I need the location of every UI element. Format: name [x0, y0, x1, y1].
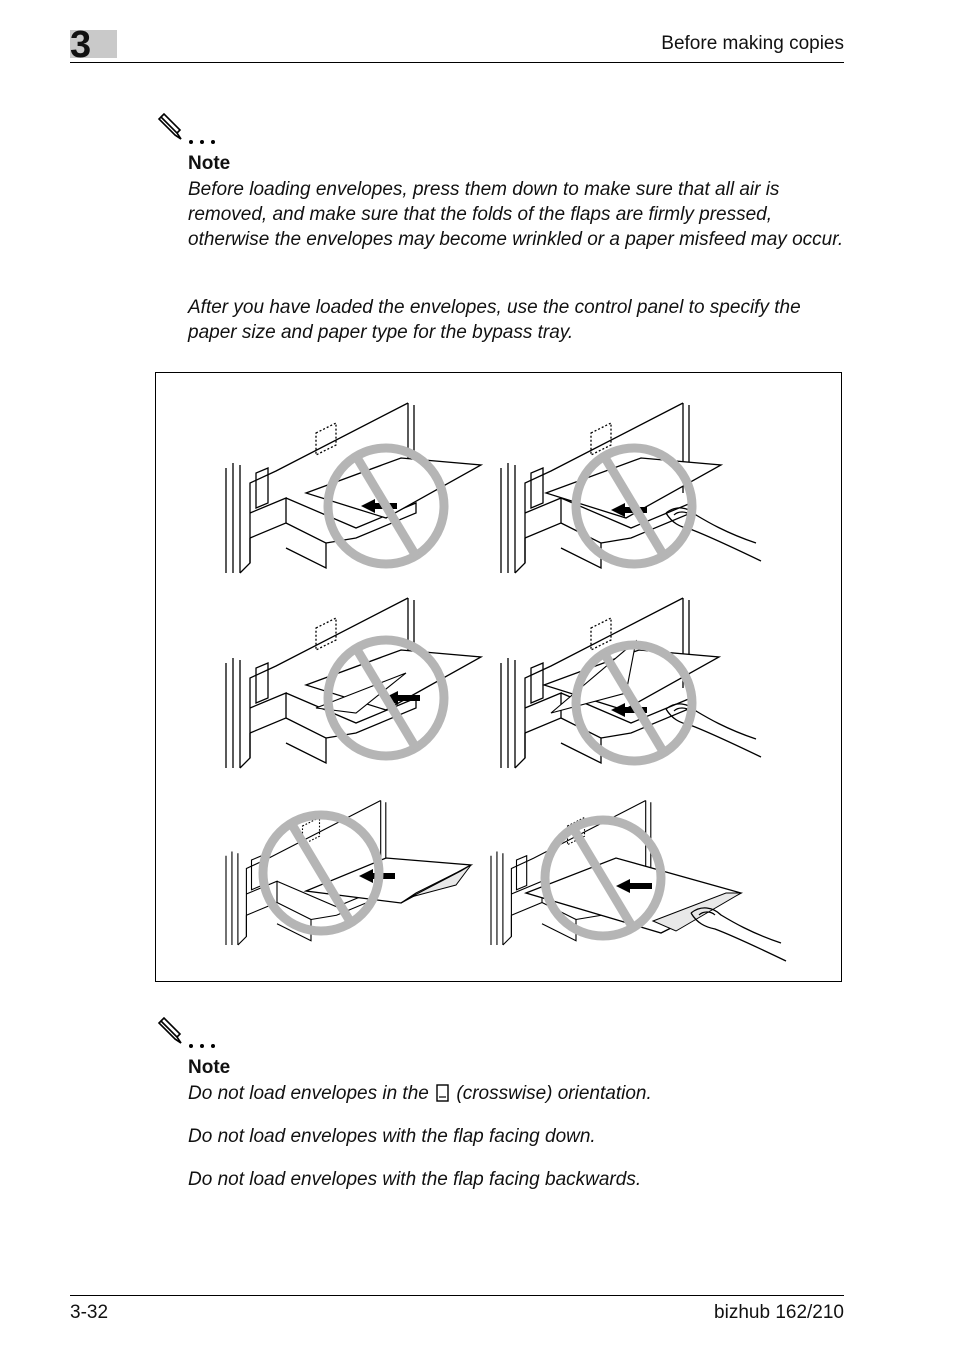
note-flap-backwards: Do not load envelopes with the flap facing backwards. — [188, 1169, 642, 1190]
note-paragraph-2: After you have loaded the envelopes, use the control panel to specify the paper size and paper type for the bypass tray. — [188, 297, 801, 343]
note-paragraph-1: Before loading envelopes, press them down to make sure that all air is removed, and make sure that the folds of the flaps are firmly pressed, otherwise the envelopes may become wrinkled or a paper misfeed may occur. — [188, 179, 844, 250]
section-title: Before making copies — [661, 33, 844, 54]
panel-1 — [226, 403, 481, 573]
crosswise-orientation-icon — [436, 1084, 449, 1102]
footer-divider — [70, 1295, 844, 1296]
panel-6 — [491, 801, 786, 962]
product-name: bizhub 162/210 — [714, 1302, 844, 1323]
envelope-loading-figure — [155, 372, 842, 982]
note-pencil-icon — [157, 113, 223, 145]
note-label-top: Note — [188, 153, 231, 174]
panel-4 — [501, 598, 761, 768]
panel-5 — [226, 801, 471, 946]
panel-3 — [226, 598, 481, 768]
note-label-bottom: Note — [188, 1057, 231, 1078]
note-pencil-icon — [157, 1017, 223, 1049]
panel-2 — [501, 403, 761, 573]
page-number: 3-32 — [70, 1302, 109, 1323]
header-divider — [70, 62, 844, 63]
note-crosswise-after: (crosswise) orientation. — [456, 1083, 652, 1104]
note-flap-down: Do not load envelopes with the flap facing down. — [188, 1126, 596, 1147]
note-crosswise-before: Do not load envelopes in the — [188, 1083, 429, 1104]
figure-illustration — [156, 373, 843, 983]
note-crosswise — [188, 1081, 848, 1106]
chapter-number: 3 — [70, 24, 92, 66]
